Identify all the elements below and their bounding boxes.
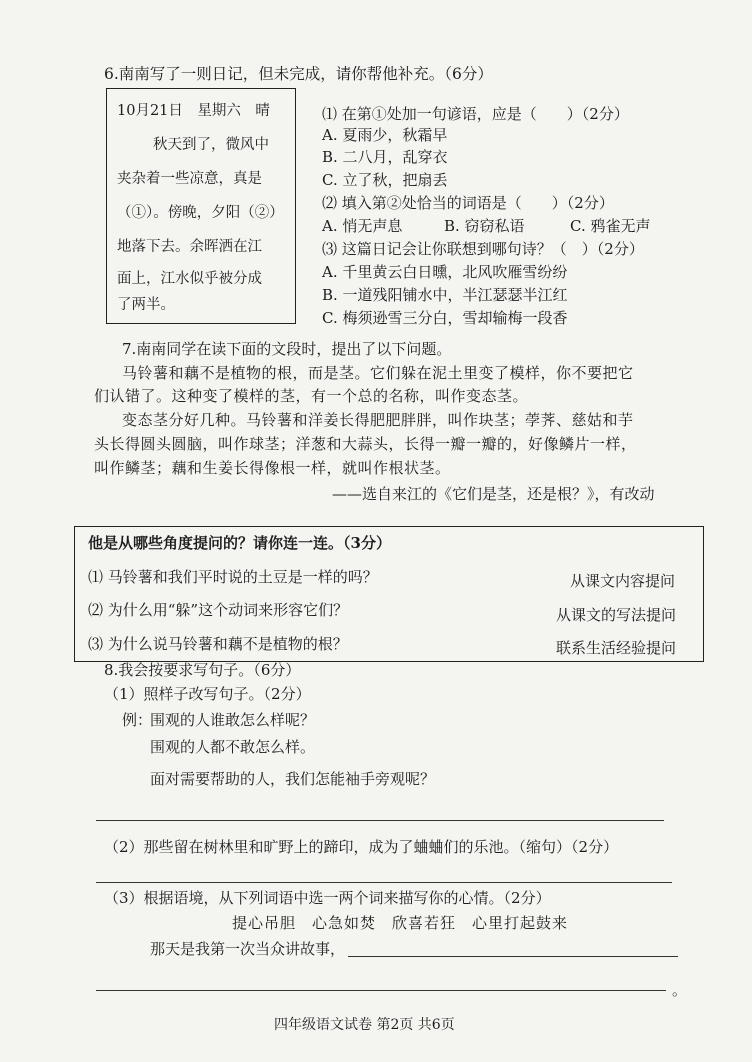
- passage-line: 叫作鳞茎；藕和生姜长得像根一样，就叫作根状茎。: [94, 459, 451, 477]
- story-prompt: 那天是我第一次当众讲故事，: [150, 940, 346, 958]
- answer-line[interactable]: [96, 882, 672, 883]
- q6-sub3-option-a[interactable]: A. 千里黄云白日曛，北风吹雁雪纷纷: [322, 263, 568, 281]
- diary-line: 地落下去。余晖洒在江: [117, 239, 262, 255]
- answer-line[interactable]: [96, 990, 666, 991]
- passage-line: 头长得圆头圆脑，叫作球茎；洋葱和大蒜头，长得一瓣一瓣的，好像鳞片一样，: [94, 435, 637, 453]
- passage-line: 们认错了。这种变了模样的茎，有一个总的名称，叫作变态茎。: [94, 387, 529, 405]
- diary-line: 面上，江水似乎被分成: [117, 271, 262, 287]
- passage-line: 变态茎分好几种。马铃薯和洋姜长得肥肥胖胖，叫作块茎；荸荠、慈姑和芋: [122, 411, 634, 429]
- q6-sub3: ⑶ 这篇日记会让你联想到哪句诗？（ ）（2分）: [322, 240, 644, 258]
- matching-answer[interactable]: 从课文的写法提问: [556, 606, 677, 624]
- end-mark: 。: [672, 981, 688, 999]
- diary-line: 秋天到了，微风中: [153, 137, 269, 153]
- diary-line: （①）。傍晚，夕阳（②）: [117, 205, 284, 221]
- matching-question[interactable]: ⑵ 为什么用“躲”这个动词来形容它们？: [88, 601, 349, 619]
- diary-line: 夹杂着一些凉意，真是: [117, 171, 262, 187]
- q8-sub1: （1）照样子改写句子。（2分）: [104, 685, 311, 703]
- q6-sub2: ⑵ 填入第②处恰当的词语是（ ）（2分）: [322, 194, 614, 212]
- matching-question[interactable]: ⑴ 马铃薯和我们平时说的土豆是一样的吗？: [88, 568, 378, 586]
- example-sentence: 围观的人都不敢怎么样。: [150, 738, 316, 756]
- answer-line[interactable]: [348, 956, 678, 957]
- page-footer: 四年级语文试卷 第2页 共6页: [274, 1017, 455, 1033]
- example-sentence: 围观的人谁敢怎么样呢？: [150, 711, 316, 729]
- matching-title: 他是从哪些角度提问的？请你连一连。（3分）: [88, 534, 391, 552]
- q6-sub1: ⑴ 在第①处加一句谚语，应是（ ）（2分）: [322, 105, 629, 123]
- matching-answer[interactable]: 从课文内容提问: [570, 572, 676, 590]
- q8-heading: 8.我会按要求写句子。（6分）: [104, 661, 301, 679]
- q8-sub2: （2）那些留在树林里和旷野上的蹄印，成为了蛐蛐们的乐池。（缩句）（2分）: [104, 838, 619, 856]
- example-label: 例：: [122, 711, 153, 729]
- diary-date: 10月21日 星期六 晴: [117, 103, 270, 119]
- diary-line: 了两半。: [117, 297, 175, 313]
- mood-words: 提心吊胆 心急如焚 欣喜若狂 心里打起鼓来: [232, 914, 569, 932]
- q6-sub3-option-c[interactable]: C. 梅须逊雪三分白，雪却输梅一段香: [322, 309, 568, 327]
- rewrite-sentence: 面对需要帮助的人，我们怎能袖手旁观呢？: [150, 770, 436, 788]
- diary-box: [106, 88, 296, 324]
- answer-line[interactable]: [96, 820, 664, 821]
- passage-source: ——选自来江的《它们是茎，还是根？》，有改动: [332, 485, 655, 503]
- q6-sub3-option-b[interactable]: B. 一道残阳铺水中，半江瑟瑟半江红: [322, 286, 568, 304]
- q6-sub1-option-b[interactable]: B. 二八月，乱穿衣: [322, 148, 448, 166]
- q6-sub1-option-c[interactable]: C. 立了秋，把扇丢: [322, 171, 448, 189]
- q7-heading: 7.南南同学在读下面的文段时，提出了以下问题。: [122, 340, 452, 358]
- q8-sub3: （3）根据语境，从下列词语中选一两个词来描写你的心情。（2分）: [104, 889, 551, 907]
- q6-heading: 6.南南写了一则日记，但未完成，请你帮他补充。（6分）: [104, 65, 493, 83]
- passage-line: 马铃薯和藕不是植物的根，而是茎。它们躲在泥土里变了模样，你不要把它: [122, 364, 634, 382]
- matching-answer[interactable]: 联系生活经验提问: [556, 639, 677, 657]
- q6-sub2-option-c[interactable]: C. 鸦雀无声: [570, 217, 651, 235]
- matching-question[interactable]: ⑶ 为什么说马铃薯和藕不是植物的根？: [88, 635, 348, 653]
- q6-sub1-option-a[interactable]: A. 夏雨少，秋霜早: [322, 126, 448, 144]
- q6-sub2-option-b[interactable]: B. 窃窃私语: [444, 217, 525, 235]
- q6-sub2-option-a[interactable]: A. 悄无声息: [322, 217, 403, 235]
